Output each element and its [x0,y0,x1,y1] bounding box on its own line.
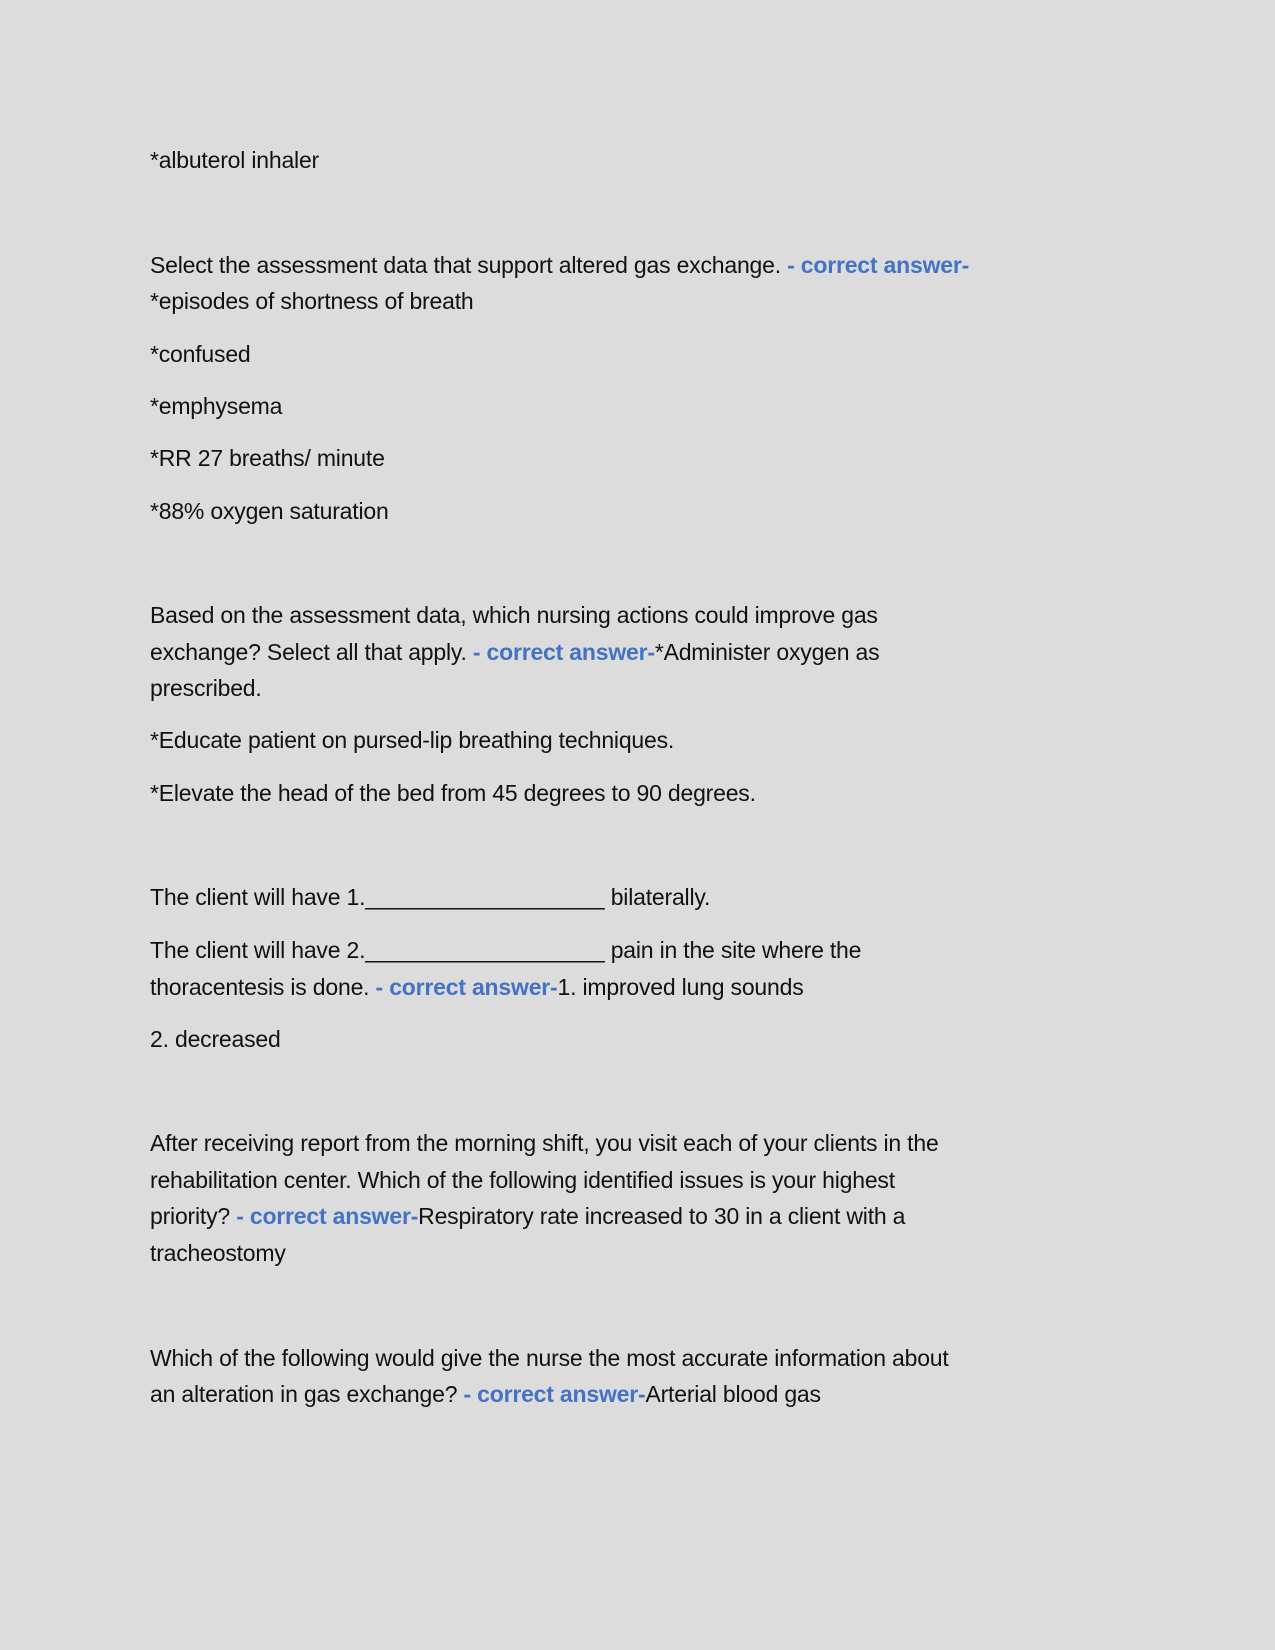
question-text [150,972,804,1002]
answer: Respiratory rate increased to 30 in a client with a [418,1203,906,1229]
question-text: Based on the assessment data, which nursing actions could improve gas [150,602,878,628]
correct-answer-label: - correct answer- [787,252,970,278]
question-text [150,250,969,280]
correct-answer-label: - correct answer- [472,639,655,665]
question: an alteration in gas exchange? [150,1381,464,1407]
answer-item: 2. decreased [150,1026,281,1052]
question: Select the assessment data that support altered gas exchange. [150,252,788,278]
answer: Arterial blood gas [645,1381,821,1407]
answer-item: *Elevate the head of the bed from 45 degrees to 90 degrees. [150,780,756,806]
answer-item: *RR 27 breaths/ minute [150,445,385,471]
answer: *Administer oxygen as [654,639,880,665]
answer: 1. improved lung sounds [557,974,804,1000]
question-text: Which of the following would give the nurse the most accurate information about [150,1345,949,1371]
answer-item: prescribed. [150,675,262,701]
answer-item: *emphysema [150,393,283,419]
correct-answer-label: - correct answer- [236,1203,419,1229]
list-item: *albuterol inhaler [150,147,320,173]
correct-answer-label: - correct answer- [463,1381,646,1407]
correct-answer-label: - correct answer- [375,974,558,1000]
question: priority? [150,1203,237,1229]
question-text [150,1379,821,1409]
question-text: After receiving report from the morning shift, you visit each of your clients in the [150,1130,939,1156]
question-text [150,637,879,667]
answer-item: *Educate patient on pursed-lip breathing techniques. [150,727,675,753]
answer-item: *confused [150,341,251,367]
question-text: The client will have 2.___________________ pain in the site where the [150,937,862,963]
answer-item: *episodes of shortness of breath [150,288,474,314]
question: exchange? Select all that apply. [150,639,473,665]
answer-item: tracheostomy [150,1240,286,1266]
question-text: rehabilitation center. Which of the following identified issues is your highest [150,1167,895,1193]
question: thoracentesis is done. [150,974,376,1000]
question-text: The client will have 1.___________________ bilaterally. [150,884,711,910]
answer-item: *88% oxygen saturation [150,498,389,524]
question-text [150,1201,905,1231]
